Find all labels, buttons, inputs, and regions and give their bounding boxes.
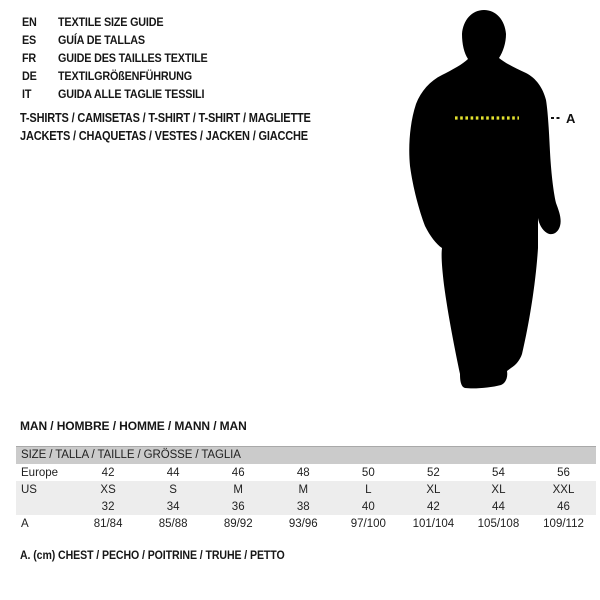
size-cell: 52 [426,466,440,479]
size-cell: XS [100,483,116,496]
size-cell: 56 [557,466,570,479]
row-label: Europe [21,466,59,479]
language-code: FR [22,51,37,65]
size-cell: M [233,483,243,496]
language-label: TEXTILE SIZE GUIDE [58,15,164,29]
table-row-europe [16,464,596,481]
size-cell: S [169,483,177,496]
size-table [16,446,596,532]
man-silhouette [409,10,560,388]
size-cell: XL [491,483,506,496]
language-code: ES [22,33,37,47]
table-row-chest-a [16,515,596,532]
size-cell: 46 [231,466,245,479]
size-cell: M [298,483,309,496]
category-line-jackets: JACKETS / CHAQUETAS / VESTES / JACKEN / GIACCHE [20,129,308,143]
language-label: TEXTILGRÖßENFÜHRUNG [58,69,192,83]
size-cell: 36 [231,500,245,513]
size-cell: 50 [361,466,375,479]
size-cell: 48 [296,466,310,479]
measurement-footnote: A. (cm) CHEST / PECHO / POITRINE / TRUHE / PETTO [20,550,285,562]
language-code: EN [22,15,37,29]
table-row-us [16,481,596,498]
language-label: GUIDE DES TAILLES TEXTILE [58,51,208,65]
size-cell: 40 [361,500,375,513]
size-cell: 81/84 [93,517,123,530]
size-cell: 42 [101,466,115,479]
size-cell: 44 [166,466,180,479]
size-cell: 46 [557,500,570,513]
row-label: A [21,517,29,530]
size-table-header: SIZE / TALLA / TAILLE / GRÖSSE / TAGLIA [16,447,596,464]
man-silhouette-svg [400,0,600,410]
size-cell: 32 [101,500,115,513]
section-title: MAN / HOMBRE / HOMME / MANN / MAN [20,419,247,433]
size-cell: L [365,483,372,496]
size-cell: XXL [552,483,575,496]
language-label: GUIDA ALLE TAGLIE TESSILI [58,87,205,101]
size-cell: 54 [492,466,505,479]
size-cell: 85/88 [158,517,188,530]
row-label: US [21,483,37,496]
size-cell: XL [426,483,441,496]
size-cell: 42 [426,500,440,513]
language-code: IT [22,87,32,101]
size-cell: 38 [296,500,310,513]
language-label: GUÍA DE TALLAS [58,33,145,47]
size-cell: 89/92 [223,517,253,530]
table-row-numeric [16,498,596,515]
language-code: DE [22,69,37,83]
size-cell: 93/96 [288,517,318,530]
size-cell: 101/104 [412,517,455,530]
size-cell: 44 [492,500,505,513]
size-cell: 34 [166,500,180,513]
category-line-tshirts: T-SHIRTS / CAMISETAS / T-SHIRT / T-SHIRT / MAGLIETTE [20,111,311,125]
measure-label: A [566,111,576,126]
size-cell: 105/108 [477,517,520,530]
size-cell: 109/112 [543,517,584,530]
size-cell: 97/100 [350,517,386,530]
